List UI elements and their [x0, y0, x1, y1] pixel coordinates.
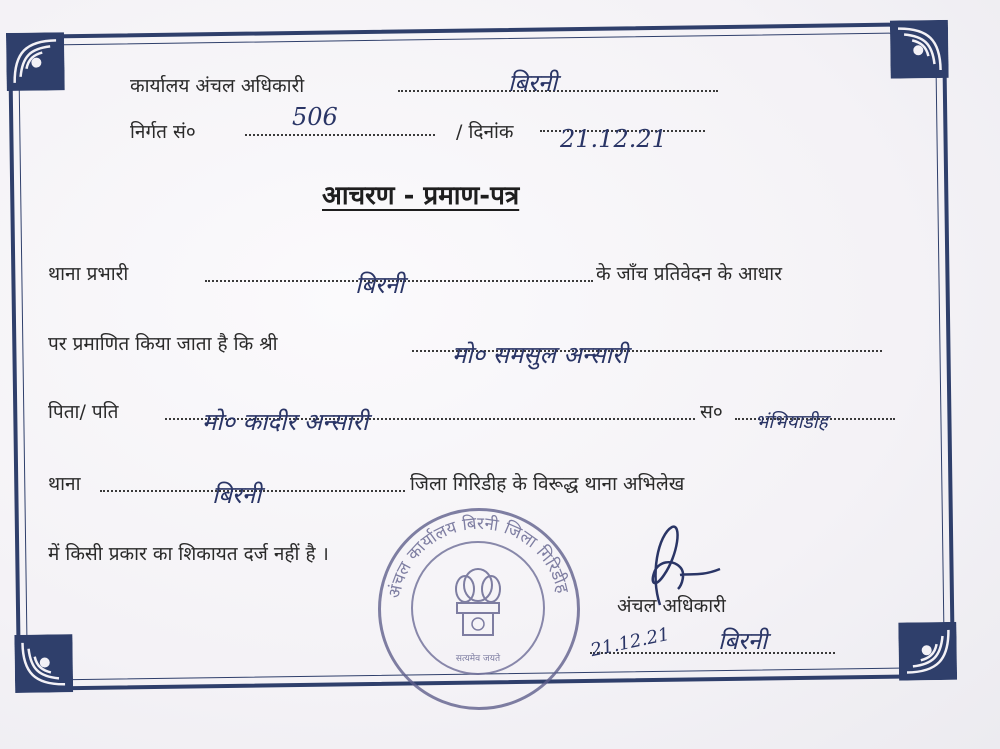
certified-label: पर प्रमाणित किया जाता है कि श्री	[48, 333, 278, 355]
report-basis-text: के जाँच प्रतिवेदन के आधार	[596, 263, 782, 285]
corner-ornament-icon	[6, 32, 65, 91]
issue-no-dotted-line	[245, 134, 435, 136]
issue-no-label: निर्गत सं०	[130, 121, 196, 143]
police-station-name-value: बिरनी	[212, 481, 262, 509]
office-dotted-line	[398, 90, 718, 92]
certificate-title: आचरण - प्रमाण-पत्र	[322, 181, 520, 211]
seal-ring-text: अंचल कार्यालय बिरनी जिला गिरिडीह	[384, 513, 573, 600]
sign-date-value: 21.12.21	[588, 623, 672, 662]
seal-motto: सत्यमेव जयते	[455, 654, 501, 664]
father-name-value: मो० कादीर अन्सारी	[202, 408, 369, 436]
district-record-text: जिला गिरिडीह के विरूद्ध थाना अभिलेख	[410, 473, 685, 495]
village-value: भंभियाडीह	[755, 411, 828, 433]
office-seal-stamp	[378, 508, 580, 710]
office-value: बिरनी	[508, 69, 558, 97]
corner-ornament-icon	[898, 622, 957, 681]
no-complaint-text: में किसी प्रकार का शिकायत दर्ज नहीं है ।	[48, 543, 329, 565]
corner-ornament-icon	[14, 634, 73, 693]
date-value: 21.12.21	[560, 125, 667, 153]
issue-no-value: 506	[292, 103, 338, 131]
designation-label: अंचल अधिकारी	[617, 595, 726, 617]
village-label: स०	[700, 401, 723, 423]
father-husband-label: पिता/ पति	[48, 401, 119, 423]
office-label: कार्यालय अंचल अधिकारी	[130, 75, 305, 97]
corner-ornament-icon	[890, 20, 949, 79]
sign-place-value: बिरनी	[718, 627, 768, 655]
holder-name-value: मो० समसुल अन्सारी	[452, 341, 628, 369]
date-label: / दिनांक	[456, 121, 514, 143]
seal-inner-circle	[411, 541, 545, 675]
police-station-value: बिरनी	[355, 271, 405, 299]
police-station-label: थाना	[48, 473, 81, 495]
national-emblem-icon	[443, 559, 513, 649]
police-officer-label: थाना प्रभारी	[48, 263, 129, 285]
